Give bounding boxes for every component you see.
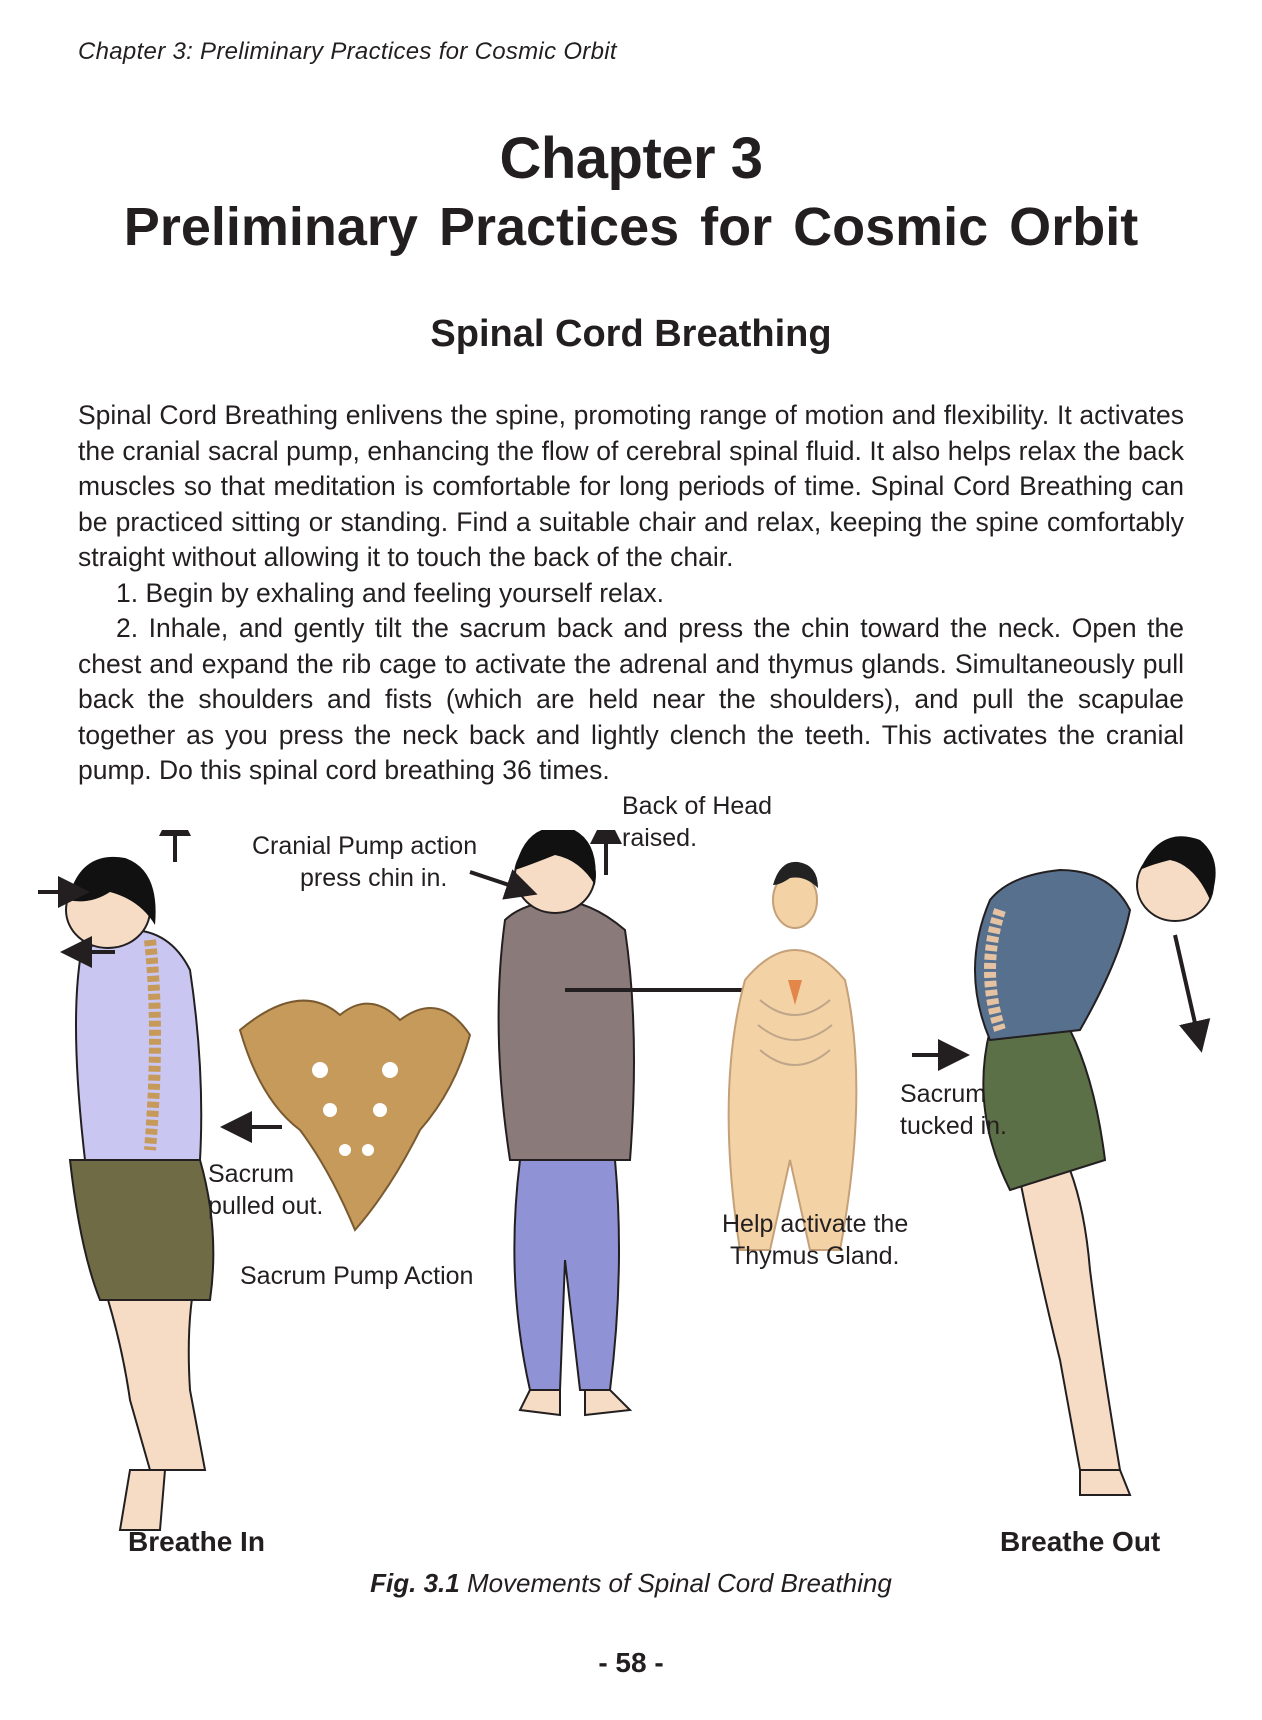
figure-caption-text: Movements of Spinal Cord Breathing	[459, 1568, 892, 1598]
chapter-number: Chapter 3	[499, 126, 763, 191]
figure-breathe-out	[912, 836, 1216, 1495]
label-sacrum-pulled-out-1: Sacrum	[208, 1160, 295, 1188]
label-help-activate: Help activate the	[722, 1210, 909, 1238]
body-text	[78, 398, 1184, 789]
label-sacrum-tucked-in-2: tucked in.	[900, 1112, 1008, 1140]
label-breathe-in: Breathe In	[128, 1526, 265, 1557]
label-breathe-out: Breathe Out	[1000, 1526, 1161, 1557]
figure-thymus-torso	[729, 862, 857, 1250]
page-number: - 58 -	[598, 1647, 664, 1678]
figure-breathe-in	[38, 830, 213, 1530]
label-press-chin-in: press chin in.	[300, 864, 448, 892]
running-head: Chapter 3: Preliminary Practices for Cosmic Orbit	[78, 38, 617, 65]
figure-caption-number: Fig. 3.1	[370, 1568, 460, 1598]
label-sacrum-pulled-out-2: pulled out.	[208, 1192, 324, 1220]
label-thymus-gland: Thymus Gland.	[730, 1242, 900, 1270]
label-cranial-pump-action: Cranial Pump action	[252, 832, 478, 860]
label-sacrum-tucked-in-1: Sacrum	[900, 1080, 987, 1108]
section-title: Spinal Cord Breathing	[430, 313, 832, 355]
label-raised: raised.	[622, 824, 698, 852]
intro-paragraph: Spinal Cord Breathing enlivens the spine, promoting range of motion and flexibility. It activates the cranial sacral pump, enhancing the flow of cerebral spinal fluid. It also helps relax the back muscles so that meditation is comfortable for long periods of time. Spinal Cord Breathing can be practiced sitting or standing. Find a suitable chair and relax, keeping the spine comfortably straight without allowing it to touch the back of the chair.	[78, 400, 1184, 572]
step-1-paragraph: 1. Begin by exhaling and feeling yourself relax.	[116, 577, 665, 608]
figure-caption	[0, 1568, 1262, 1599]
figure-spinal-cord-breathing	[0, 792, 1262, 1650]
label-back-of-head: Back of Head	[622, 792, 773, 820]
step-2-paragraph: 2. Inhale, and gently tilt the sacrum back and press the chin toward the neck. Open the chest and expand the rib cage to activate the adrenal and thymus glands. Simultaneously pull back the shoulders and fists (which are held near the shoulders), and pull the scapulae together as you press the neck back and lightly clench the teeth. This activates the cranial pump. Do this spinal cord breathing 36 times.	[78, 613, 1184, 785]
label-sacrum-pump-action: Sacrum Pump Action	[240, 1262, 474, 1290]
chapter-title: Preliminary Practices for Cosmic Orbit	[123, 197, 1139, 257]
